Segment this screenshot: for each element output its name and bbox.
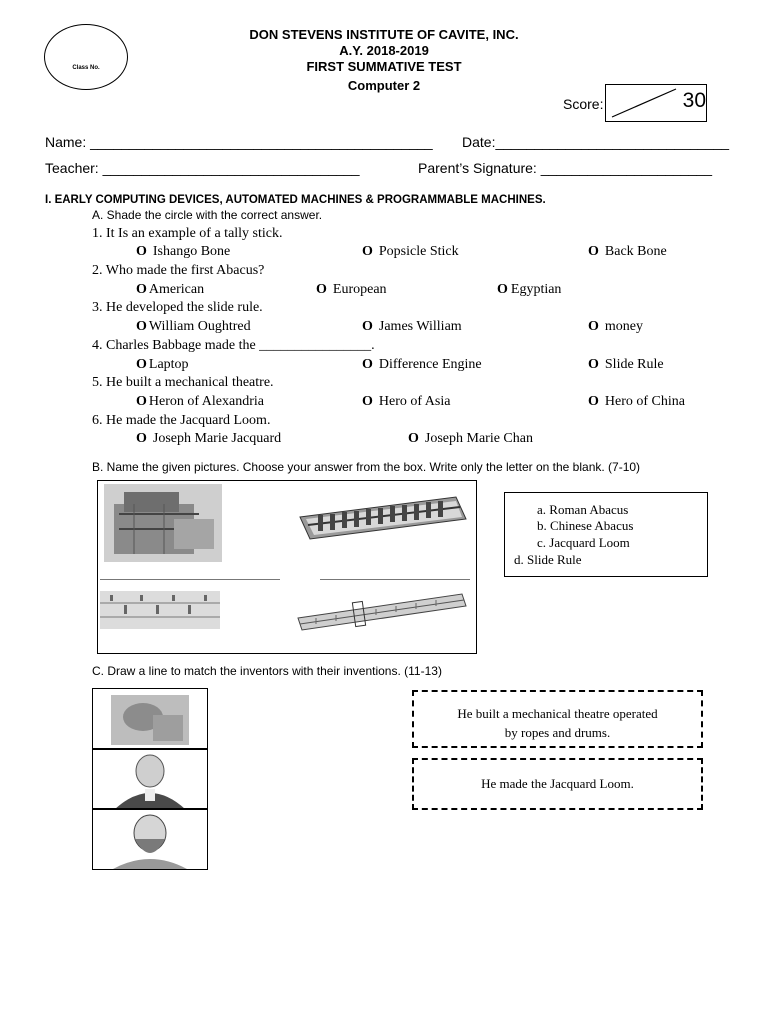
q5-option-a[interactable]: O Heron of Alexandria (136, 394, 264, 409)
answer-circle: O (136, 431, 147, 446)
q1-option-c[interactable]: O Back Bone (588, 244, 667, 259)
q2-option-b[interactable]: O European (316, 282, 387, 297)
inventor-picture-1[interactable] (92, 688, 208, 750)
choice-d: d. Slide Rule (514, 552, 582, 567)
score-total: 30 (682, 89, 706, 112)
answer-circle: O (136, 282, 147, 297)
test-title: FIRST SUMMATIVE TEST (306, 59, 462, 74)
answer-circle: O (588, 319, 599, 334)
parent-signature-field[interactable]: Parent’s Signature: ______________________ (418, 160, 712, 176)
roman-abacus-picture (100, 591, 220, 629)
q5-option-c[interactable]: O Hero of China (588, 394, 685, 409)
answer-circle: O (588, 394, 599, 409)
q6-option-b[interactable]: O Joseph Marie Chan (408, 431, 533, 446)
match-box-mechanical-theatre[interactable] (412, 690, 703, 748)
answer-circle: O (362, 319, 373, 334)
q3-option-a[interactable]: O William Oughtred (136, 319, 251, 334)
q1-option-b[interactable]: O Popsicle Stick (362, 244, 459, 259)
choice-b: b. Chinese Abacus (537, 518, 634, 533)
q1-option-a[interactable]: O Ishango Bone (136, 244, 231, 259)
answer-circle: O (136, 357, 147, 372)
question-5: 5. He built a mechanical theatre. (92, 375, 274, 390)
slide-rule-picture (296, 588, 468, 636)
pictures-frame (97, 480, 477, 654)
match-text-line-1: He built a mechanical theatre operated (457, 706, 658, 721)
question-4: 4. Charles Babbage made the ________________. (92, 338, 375, 353)
subject-title: Computer 2 (347, 78, 421, 93)
q3-option-b[interactable]: O James William (362, 319, 462, 334)
q4-option-c[interactable]: O Slide Rule (588, 357, 664, 372)
q3-option-c[interactable]: O money (588, 319, 643, 334)
answer-blank-1[interactable] (100, 579, 280, 580)
question-1: 1. It Is an example of a tally stick. (92, 226, 283, 241)
answer-circle: O (136, 394, 147, 409)
teacher-field[interactable]: Teacher: _________________________________ (45, 160, 360, 176)
choices-box (504, 492, 708, 577)
score-box (605, 84, 707, 122)
school-name: DON STEVENS INSTITUTE OF CAVITE, INC. (249, 27, 519, 42)
q2-option-c[interactable]: O Egyptian (497, 282, 562, 297)
match-text-jacquard: He made the Jacquard Loom. (481, 776, 634, 791)
answer-circle: O (497, 282, 508, 297)
answer-circle: O (136, 244, 147, 259)
inventor-picture-2[interactable] (92, 748, 208, 810)
class-number-label: Class No. (72, 65, 100, 71)
answer-circle: O (136, 319, 147, 334)
chinese-abacus-picture (296, 495, 468, 541)
section-title: I. EARLY COMPUTING DEVICES, AUTOMATED MACHINES & PROGRAMMABLE MACHINES. (45, 194, 546, 206)
choice-c: c. Jacquard Loom (537, 535, 630, 550)
date-field[interactable]: Date:______________________________ (462, 134, 730, 150)
answer-circle: O (408, 431, 419, 446)
part-a-instruction: A. Shade the circle with the correct answer. (92, 208, 323, 222)
inventor-picture-3[interactable] (92, 808, 208, 870)
question-6: 6. He made the Jacquard Loom. (92, 413, 271, 428)
name-field[interactable]: Name: ____________________________________________ (45, 134, 433, 150)
match-box-jacquard-loom[interactable] (412, 758, 703, 810)
answer-blank-2[interactable] (320, 579, 470, 580)
answer-circle: O (316, 282, 327, 297)
question-2: 2. Who made the first Abacus? (92, 263, 265, 278)
question-3: 3. He developed the slide rule. (92, 300, 263, 315)
part-c-instruction: C. Draw a line to match the inventors with their inventions. (11-13) (92, 664, 442, 678)
academic-year: A.Y. 2018-2019 (339, 43, 429, 58)
q2-option-a[interactable]: O American (136, 282, 205, 297)
score-label: Score: (563, 96, 604, 112)
answer-circle: O (362, 357, 373, 372)
answer-circle: O (362, 244, 373, 259)
match-text-line-2: by ropes and drums. (504, 725, 611, 740)
q5-option-b[interactable]: O Hero of Asia (362, 394, 451, 409)
jacquard-loom-picture (104, 484, 222, 562)
q6-option-a[interactable]: O Joseph Marie Jacquard (136, 431, 282, 446)
answer-circle: O (588, 357, 599, 372)
q4-option-b[interactable]: O Difference Engine (362, 357, 482, 372)
part-b-instruction: B. Name the given pictures. Choose your answer from the box. Write only the letter on the blank. (7-10) (92, 460, 641, 474)
choice-a: a. Roman Abacus (537, 502, 629, 517)
answer-circle: O (362, 394, 373, 409)
answer-circle: O (588, 244, 599, 259)
q4-option-a[interactable]: O Laptop (136, 357, 189, 372)
